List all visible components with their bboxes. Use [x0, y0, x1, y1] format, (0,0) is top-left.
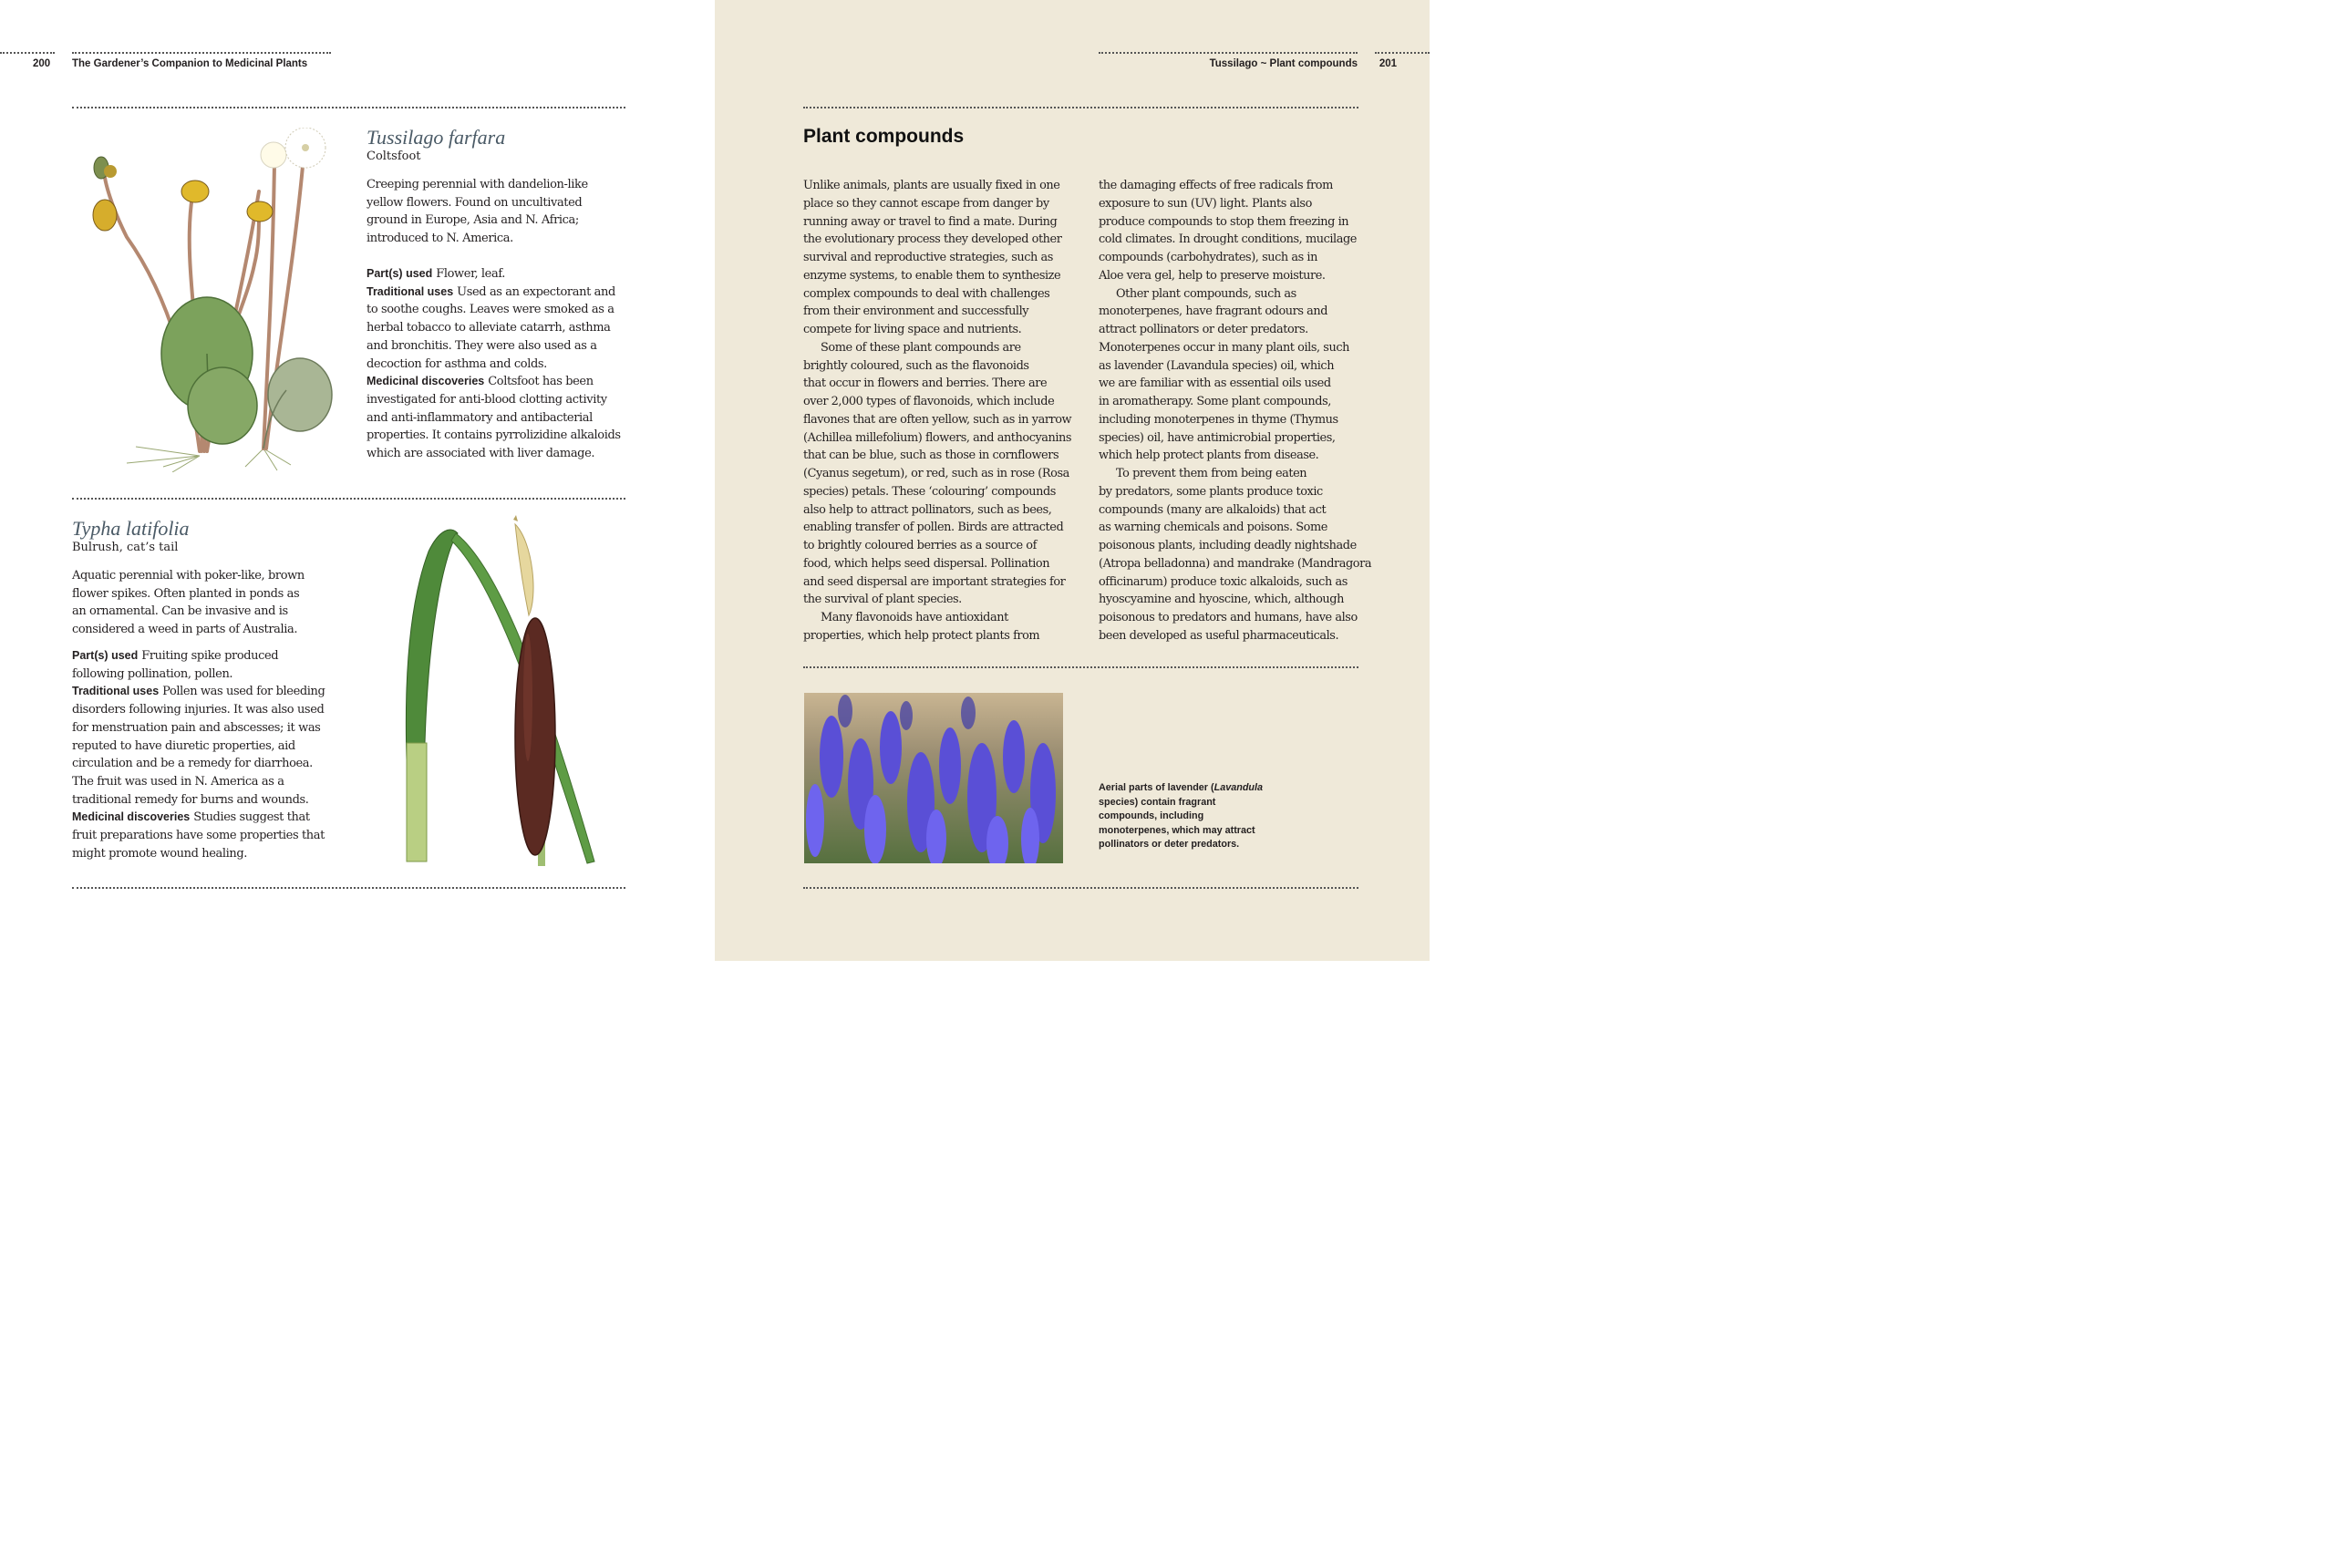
plant-common-name: Bulrush, cat’s tail	[72, 541, 179, 554]
parts-used-label: Part(s) used	[367, 267, 433, 280]
header-rule	[0, 52, 55, 54]
article-paragraph: Some of these plant compounds are brightly coloured, such as the flavonoids that occur in flowers and berries. There are over 2,000 types of flavonoids, which include flavones that are often yellow, such as in yarrow (Achillea millefolium) flowers, and anthocyanins that can be blue, such as those in cornflowers (Cyanus segetum), or red, such as in rose (Rosa species) petals. These ‘colouring’ compounds also help to attract pollinators, such as bees, enabling transfer of pollen. Birds are attracted to brightly coloured berries as a source of food, which helps seed dispersal. Pollination and seed dispersal are important strategies for the survival of plant species.	[803, 340, 1072, 607]
section-divider	[72, 107, 625, 108]
plant-fields: Part(s) used Fruiting spike produced following pollination, pollen. Traditional uses Pollen was used for bleeding disorders following injuries. It was also used for menstruation pain and abscesses; it was reputed to have diuretic properties, aid circulation and be a remedy for diarrhoea. The fruit was used in N. America as a traditional remedy for burns and wounds. Medicinal discoveries Studies suggest that fruit preparations have some properties that might promote wound healing.	[72, 649, 325, 861]
plant-description: Creeping perennial with dandelion-like yellow flowers. Found on uncultivated ground in Europe, Asia and N. Africa; introduced to N. America.	[367, 178, 588, 246]
section-divider	[72, 498, 625, 500]
lavender-photo	[804, 693, 1063, 863]
running-head: Tussilago ~ Plant compounds	[1209, 58, 1358, 69]
section-divider	[803, 887, 1358, 889]
plant-latin-name: Tussilago farfara	[367, 126, 506, 149]
section-divider	[803, 666, 1358, 668]
article-paragraph: the damaging effects of free radicals from exposure to sun (UV) light. Plants also produce compounds to stop them freezing in cold climates. In drought conditions, mucilage compounds (carbohydrates), such as in Aloe vera gel, help to preserve moisture.	[1099, 179, 1357, 283]
article-paragraph: To prevent them from being eaten by predators, some plants produce toxic compounds (many are alkaloids) that act as warning chemicals and poisons. Some poisonous plants, including deadly nightshade (Atropa belladonna) and mandrake (Mandragora officinarum) produce toxic alkaloids, such as hyoscyamine and hyoscine, which, although poisonous to predators and humans, have also been developed as useful pharmaceuticals.	[1099, 467, 1372, 643]
plant-latin-name: Typha latifolia	[72, 517, 190, 540]
header-rule	[72, 52, 331, 54]
plant-common-name: Coltsfoot	[367, 150, 421, 163]
plant-description: Aquatic perennial with poker-like, brown flower spikes. Often planted in ponds as an ornamental. Can be invasive and is considered a weed in parts of Australia.	[72, 569, 305, 637]
plant-fields: Part(s) used Flower, leaf. Traditional uses Used as an expectorant and to soothe coughs. Leaves were smoked as a herbal tobacco to alleviate catarrh, asthma and bronchitis. They were also used as a decoction for asthma and colds. Medicinal discoveries Coltsfoot has been investigated for anti-blood clotting activity and anti-inflammatory and antibacterial properties. It contains pyrrolizidine alkaloids which are associated with liver damage.	[367, 267, 621, 461]
section-title: Plant compounds	[803, 126, 965, 147]
traditional-uses-label: Traditional uses	[367, 284, 454, 298]
left-page	[0, 0, 715, 961]
article-paragraph: Many flavonoids have antioxidant properties, which help protect plants from	[803, 611, 1040, 643]
parts-used-label: Part(s) used	[72, 649, 139, 662]
section-divider	[803, 107, 1358, 108]
bulrush-illustration	[401, 515, 611, 871]
coltsfoot-illustration	[72, 128, 346, 472]
page-number: 200	[33, 58, 51, 69]
running-head: The Gardener’s Companion to Medicinal Plants	[72, 58, 308, 69]
header-rule	[1375, 52, 1430, 54]
medicinal-discoveries-label: Medicinal discoveries	[367, 375, 485, 388]
article-column-1	[803, 177, 1095, 645]
article-paragraph: Other plant compounds, such as monoterpenes, have fragrant odours and attract pollinators or deter predators. Monoterpenes occur in many plant oils, such as lavender (Lavandula species) oil, which we are familiar with as essential oils used in aromatherapy. Some plant compounds, including monoterpenes in thyme (Thymus species) oil, have antimicrobial properties, which help protect plants from disease.	[1099, 286, 1349, 463]
article-paragraph: Unlike animals, plants are usually fixed in one place so they cannot escape from danger by running away or travel to find a mate. During the evolutionary process they developed other survival and reproductive strategies, such as enzyme systems, to enable them to synthesize complex compounds to deal with challenges from their environment and successfully compete for living space and nutrients.	[803, 179, 1062, 336]
header-rule	[1099, 52, 1358, 54]
page-number: 201	[1379, 58, 1397, 69]
medicinal-discoveries-label: Medicinal discoveries	[72, 810, 191, 824]
section-divider	[72, 887, 625, 889]
article-column-2	[1099, 177, 1390, 645]
photo-caption: Aerial parts of lavender (Lavandula species) contain fragrant compounds, including monoterpenes, which may attract pollinators or deter predators.	[1099, 782, 1264, 850]
traditional-uses-label: Traditional uses	[72, 685, 160, 698]
